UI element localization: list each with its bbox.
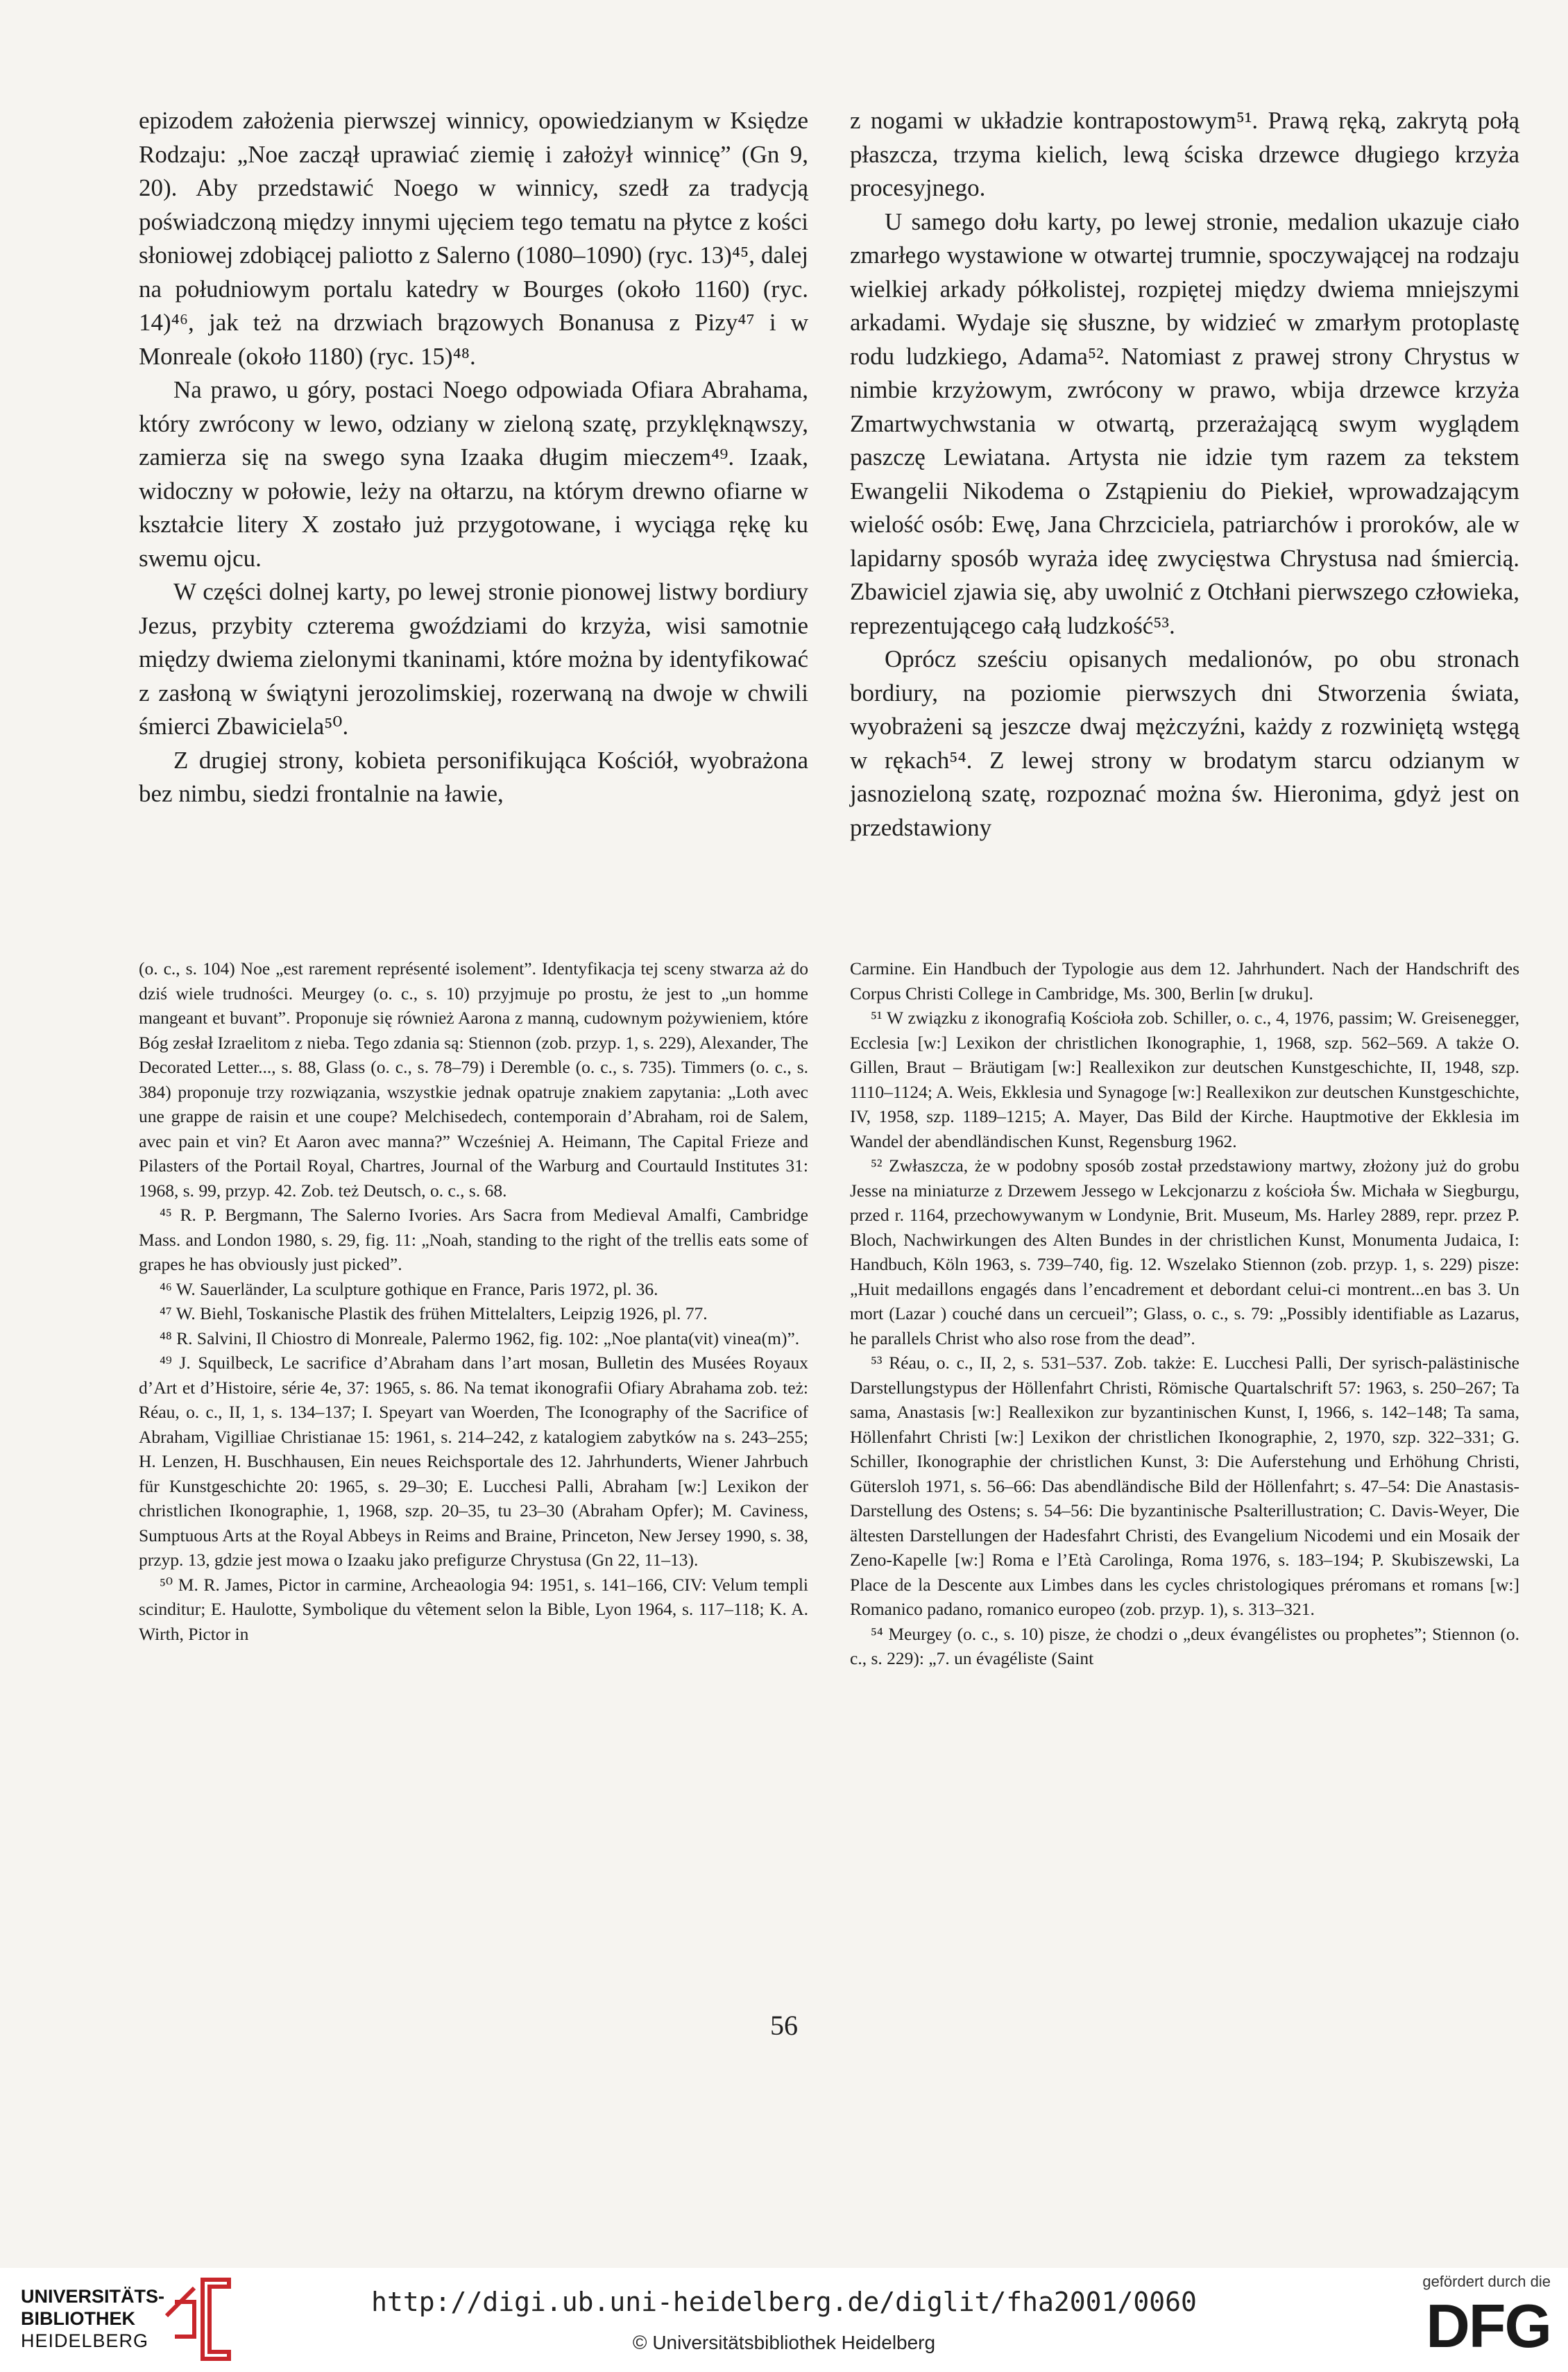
footnote: (o. c., s. 104) Noe „est rarement représenté isolement”. Identyfikacja tej sceny stwarza aż do dziś wiele trudności. Meurgey (o. c., s. 10) przyjmuje po prostu, że jest to „un homme mangeant et buvant”. Proponuje się również Aarona z manną, cudownym pożywieniem, które Bóg zesłał Izraelitom z nieba. Tego zdania są: Stiennon (zob. przyp. 1, s. 229), Alexander, The Decorated Letter..., s. 88, Glass (o. c., s. 78–79) i Deremble (o. c., s. 735). Timmers (o. c., s. 384) proponuje trzy rozwiązania, wszystkie jednak opatruje znakiem zapytania: „Loth avec une grappe de raisin et une coupe? Melchisedech, contemporain d’Abraham, roi de Salem, avec pain et vin? Et Aaron avec manna?” Wcześniej A. Heimann, The Capital Frieze and Pilasters of the Portail Royal, Chartres, Journal of the Warburg and Courtauld Institutes 31: 1968, s. 99, przyp. 42. Zob. też Deutsch, o. c., s. 68. (139, 958, 808, 1201)
body-paragraph: Z drugiej strony, kobieta personifikująca Kościół, wyobrażona bez nimbu, siedzi frontalnie na ławie, (139, 746, 808, 807)
footnote: Carmine. Ein Handbuch der Typologie aus dem 12. Jahrhundert. Nach der Handschrift des Corpus Christi College in Cambridge, Ms. 300, Berlin [w druku]. (850, 958, 1519, 1003)
dfg-funding-logo[interactable] (1363, 2273, 1551, 2366)
footnote: ⁵¹ W związku z ikonografią Kościoła zob. Schiller, o. c., 4, 1976, passim; W. Greisenegger, Ecclesia [w:] Lexikon der christlichen Ikonographie, 1, 1968, szp. 562–569. A także O. Gillen, Braut – Bräutigam [w:] Reallexikon zur deutschen Kunstgeschichte, II, 1948, szp. 1110–1124; A. Weis, Ekklesia und Synagoge [w:] Reallexikon zur deutschen Kunstgeschichte, IV, 1958, szp. 1189–1215; A. Mayer, Das Bild der Kirche. Hauptmotive der Ekklesia im Wandel der abendländischen Kunst, Regensburg 1962. (850, 1008, 1519, 1151)
library-name-line: HEIDELBERG (21, 2330, 149, 2351)
library-name-line: UNIVERSITÄTS- (21, 2286, 165, 2307)
page-number: 56 (770, 2010, 798, 2041)
footnote: ⁵⁰ M. R. James, Pictor in carmine, Archeaologia 94: 1951, s. 141–166, CIV: Velum templi scinditur; E. Haulotte, Symbolique du vêtement selon la Bible, Lyon 1964, s. 117–118; K. A. Wirth, Pictor in (139, 1574, 808, 1644)
funding-caption: gefördert durch die (1422, 2273, 1551, 2290)
footnotes-column-left (139, 956, 808, 1646)
body-paragraph: U samego dołu karty, po lewej stronie, medalion ukazuje ciało zmarłego wystawione w otwartej trumnie, spoczywającej na rodzaju wielkiej arkady półkolistej, rozpiętej między dwiema mniejszymi arkadami. Wydaje się słuszne, by widzieć w zmarłym protoplastę rodu ludzkiego, Adama⁵². Natomiast z prawej strony Chrystus w nimbie krzyżowym, zwrócony w prawo, wbija drzewce krzyża Zmartwychwstania w otwartą, przerażającą swym wyglądem paszczę Lewiatana. Artysta nie idzie tym razem za tekstem Ewangelii Nikodema o Zstąpieniu do Piekieł, wprowadzającym wielość osób: Ewę, Jana Chrzciciela, patriarchów i proroków, ale w lapidarny sposób wyraża ideę zwycięstwa Chrystusa nad śmiercią. Zbawiciel zjawia się, aby uwolnić z Otchłani pierwszego człowieka, reprezentującego całą ludzkość⁵³. (850, 207, 1519, 639)
footnote: ⁴⁷ W. Biehl, Toskanische Plastik des frühen Mittelalters, Leipzig 1926, pl. 77. (160, 1303, 708, 1323)
copyright-notice: © Universitätsbibliothek Heidelberg (632, 2332, 936, 2353)
body-paragraph: Na prawo, u góry, postaci Noego odpowiada Ofiara Abrahama, który zwrócony w lewo, odziany w zieloną szatę, przyklęknąwszy, zamierza się na swego syna Izaaka długim mieczem⁴⁹. Izaak, widoczny w połowie, leży na ołtarzu, na którym drewno ofiarne w kształcie litery X zostało już przygotowane, i wyciąga rękę ku swemu ojcu. (139, 376, 808, 572)
body-paragraph: z nogami w układzie kontrapostowym⁵¹. Prawą ręką, zakrytą połą płaszcza, trzyma kielich, lewą ściska drzewce długiego krzyża procesyjnego. (850, 107, 1519, 201)
dfg-logo-text: DFG (1426, 2291, 1551, 2360)
footnote: ⁴⁵ R. P. Bergmann, The Salerno Ivories. Ars Sacra from Medieval Amalfi, Cambridge Mass. and London 1980, s. 29, fig. 11: „Noah, standing to the right of the trellis eats some of grapes he has obviously just picked”. (139, 1205, 808, 1274)
body-paragraph: Oprócz sześciu opisanych medalionów, po obu stronach bordiury, na poziomie pierwszych dni Stworzenia świata, wyobrażeni są jeszcze dwaj mężczyźni, każdy z rozwiniętą wstęgą w rękach⁵⁴. Z lewej strony w brodatym starcu odzianym w jasnozieloną szatę, rozpoznać można św. Hieronima, gdyż jest on przedstawiony (850, 645, 1519, 841)
footnote: ⁴⁹ J. Squilbeck, Le sacrifice d’Abraham dans l’art mosan, Bulletin des Musées Royaux d’Art et d’Histoire, série 4e, 37: 1965, s. 86. Na temat ikonografii Ofiary Abrahama zob. też: Réau, o. c., II, 1, s. 134–137; I. Speyart van Woerden, The Iconography of the Sacrifice of Abraham, Vigilliae Christianae 15: 1961, s. 214–242, z katalogiem zabytków na s. 243–255; H. Lenzen, H. Buschhausen, Ein neues Reichsportale des 12. Jahrhunderts, Wiener Jahrbuch für Kunstgeschichte 20: 1965, s. 29–30; E. Lucchesi Palli, Abraham [w:] Lexikon der christlichen Ikonographie, 1, 1968, szp. 20–35, tu 23–30 (Abraham Opfer); M. Caviness, Sumptuous Arts at the Royal Abbeys in Reims and Braine, Princeton, New Jersey 1990, s. 38, przyp. 13, gdzie jest mowa o Izaaku jako prefigurze Chrystusa (Gn 22, 11–13). (139, 1353, 808, 1570)
body-column-right (850, 104, 1519, 845)
footnote: ⁴⁸ R. Salvini, Il Chiostro di Monreale, Palermo 1962, fig. 102: „Noe planta(vit) vinea(m)”. (160, 1328, 800, 1348)
footnotes-column-right (850, 956, 1519, 1671)
permalink-url[interactable]: http://digi.ub.uni-heidelberg.de/diglit/fha2001/0060 (371, 2287, 1197, 2317)
footnote: ⁵⁴ Meurgey (o. c., s. 10) pisze, że chodzi o „deux évangélistes ou prophetes”; Stiennon (o. c., s. 229): „7. un évagéliste (Saint (850, 1623, 1519, 1668)
footnote: ⁵³ Réau, o. c., II, 2, s. 531–537. Zob. także: E. Lucchesi Palli, Der syrisch-palästinische Darstellungstypus der Höllenfahrt Christi, Römische Quartalschrift 57: 1963, s. 250–267; Ta sama, Anastasis [w:] Reallexikon zur byzantinischen Kunst, I, 1966, s. 142–148; Ta sama, Höllenfahrt Christi [w:] Lexikon der christlichen Ikonographie, 2, 1970, szp. 322–331; G. Schiller, Ikonographie der christlichen Kunst, 3: Die Auferstehung und Erhöhung Christi, Gütersloh 1971, s. 56–66: Das abendländische Bild der Höllenfahrt; s. 47–54: Die Anastasis-Darstellung des Ostens; s. 54–56: Die byzantinische Psalterillustration; C. Davis-Weyer, Die ältesten Darstellungen der Hadesfahrt Christi, des Evangelium Nicodemi und ein Mosaik der Zeno-Kapelle [w:] Roma e l’Età Carolinga, Roma 1976, s. 183–194; P. Skubiszewski, La Place de la Descente aux Limbes dans les cycles christologiques préromans et romans [w:] Romanico padano, romanico europeo (zob. przyp. 1), s. 313–321. (850, 1353, 1519, 1619)
body-paragraph: epizodem założenia pierwszej winnicy, opowiedzianym w Księdze Rodzaju: „Noe zaczął uprawiać ziemię i założył winnicę” (Gn 9, 20). Aby przedstawić Noego w winnicy, szedł za tradycją poświadczoną między innymi ujęciem tego tematu na płytce z kości słoniowej zdobiącej paliotto z Salerno (1080–1090) (ryc. 13)⁴⁵, dalej na południowym portalu katedry w Bourges (około 1160) (ryc. 14)⁴⁶, jak też na drzwiach brązowych Bonanusa z Pizy⁴⁷ i w Monreale (około 1180) (ryc. 15)⁴⁸. (139, 107, 808, 370)
body-paragraph: W części dolnej karty, po lewej stronie pionowej listwy bordiury Jezus, przybity czterema gwoździami do krzyża, wisi samotnie między dwiema zielonymi tkaninami, które można by identyfikować z zasłoną w świątyni jerozolimskiej, rozerwaną na dwoje w chwili śmierci Zbawiciela⁵⁰. (139, 578, 808, 740)
body-column-left (139, 104, 808, 811)
footnote: ⁴⁶ W. Sauerländer, La sculpture gothique en France, Paris 1972, pl. 36. (160, 1278, 658, 1299)
footnote: ⁵² Zwłaszcza, że w podobny sposób został przedstawiony martwy, złożony już do grobu Jesse na miniaturze z Drzewem Jessego w Lekcjonarzu z kościoła Św. Michała w Siegburgu, przed r. 1164, przechowywanym w Londynie, Brit. Museum, Ms. Harley 2889, repr. przez P. Bloch, Nachwirkungen des Alten Bundes in der christlichen Kunst, Monumenta Judaica, I: Handbuch, Köln 1963, s. 739–740, fig. 12. Wszelako Stiennon (zob. przyp. 1, s. 229) pisze: „Huit medaillons engagés dans l’encadrement et debordant celui-ci montrent...en bas 3. Un mort (Lazar ) couché dans un cercueil”; Glass, o. c., s. 79: „Possibly identifiable as Lazarus, he parallels Christ who also rose from the dead”. (850, 1155, 1519, 1348)
library-name-line: BIBLIOTHEK (21, 2308, 135, 2329)
